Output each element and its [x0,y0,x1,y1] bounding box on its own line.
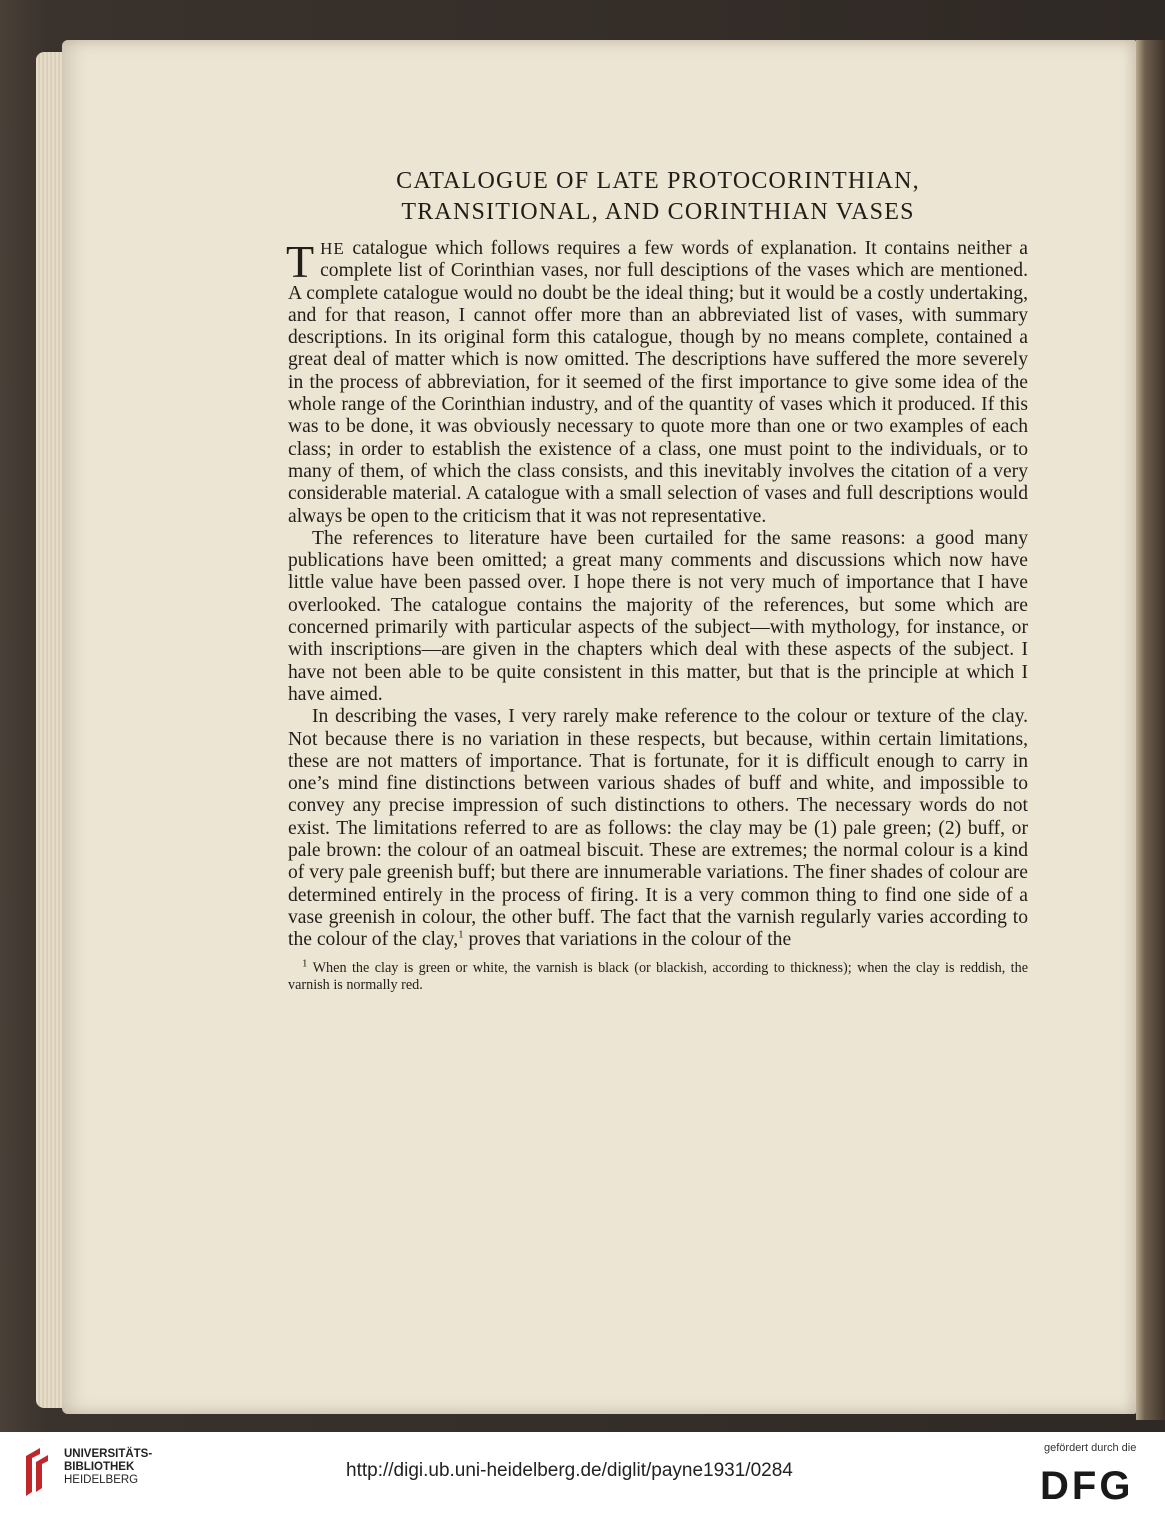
footnote-text: When the clay is green or white, the varnish is black (or blackish, according to thickness); when the clay is reddish, the varnish is normally red. [288,959,1028,993]
paragraph-3 [288,706,1028,951]
drop-cap: T [286,236,315,287]
body-text [288,238,1028,952]
ub-line-3: HEIDELBERG [64,1474,139,1486]
page-title [288,166,1028,228]
paragraph-3-text-b: proves that variations in the colour of the [463,929,792,951]
title-line-1: CATALOGUE OF LATE PROTOCORINTHIAN, [396,168,920,194]
ub-line-1: UNIVERSITÄTS- [64,1448,153,1460]
paragraph-3-text-a: In describing the vases, I very rarely make reference to the colour or texture of the clay. Not because there is no variation in these respects, but because, within certain limitations, these are not matters of importance. That is fortunate, for it is difficult enough to carry in one’s mind fine distinctions between various shades of buff and white, and impossible to convey any precise impression of such distinctions to others. The necessary words do not exist. The limitations referred to are as follows: the clay may be (1) pale green; (2) buff, or pale brown: the colour of an oatmeal biscuit. These are extremes; the normal colour is a kind of very pale greenish buff; but there are innumerable variations. The finer shades of colour are determined entirely in the process of firing. It is a very common thing to find one side of a vase greenish in colour, the other buff. The fact that the varnish regularly varies according to the colour of the clay, [288,706,1028,951]
footnote-marker: 1 [302,956,308,969]
title-line-2: TRANSITIONAL, AND CORINTHIAN VASES [401,199,915,225]
dfg-funding-label: gefördert durch die [1044,1442,1137,1454]
footnote-reference: 1 [458,928,464,941]
permalink-url[interactable]: http://digi.ub.uni-heidelberg.de/diglit/payne1931/0284 [346,1460,793,1481]
page-text [288,166,1028,994]
next-page-edge [1136,40,1165,1420]
footnote [288,956,1028,994]
ub-heidelberg-logo-icon [22,1446,52,1498]
paragraph-1 [288,238,1028,528]
footer-bar [0,1432,1165,1518]
dfg-logo: DFG [1040,1464,1134,1508]
paragraph-1-text: catalogue which follows requires a few words of explanation. It contains neither a complete list of Corinthian vases, nor full desciptions of the vases which are mentioned. A complete catalogue would no doubt be the ideal thing; but it would be a costly undertaking, and for that reason, I cannot offer more than an abbreviated list of vases, with summary descriptions. In its original form this catalogue, though by no means complete, contained a great deal of matter which is now omitted. The descriptions have suffered the more severely in the process of abbreviation, for it seemed of the first importance to give some idea of the whole range of the Corinthian industry, and of the quantity of vases which it produced. If this was to be done, it was obviously necessary to quote more than one or two examples of each class; in order to establish the existence of a class, one must point to the individuals, or to many of them, of which the class consists, and this inevitably involves the citation of a very considerable material. A catalogue with a small selection of vases and full descriptions would always be open to the criticism that it was not representative. [288,238,1028,527]
paragraph-2: The references to literature have been curtailed for the same reasons: a good many publications have been omitted; a great many comments and discussions which now have little value have been passed over. I hope there is not very much of importance that I have overlooked. The catalogue contains the majority of the references, but some which are concerned primarily with particular aspects of the subject—with mythology, for instance, or with inscriptions—are given in the chapters which deal with these aspects of the subject. I have not been able to be quite consistent in this matter, but that is the principle at which I have aimed. [288,527,1028,705]
small-caps-lead: HE [320,239,345,258]
ub-line-2: BIBLIOTHEK [64,1461,135,1473]
ub-heidelberg-wordmark [64,1448,152,1487]
